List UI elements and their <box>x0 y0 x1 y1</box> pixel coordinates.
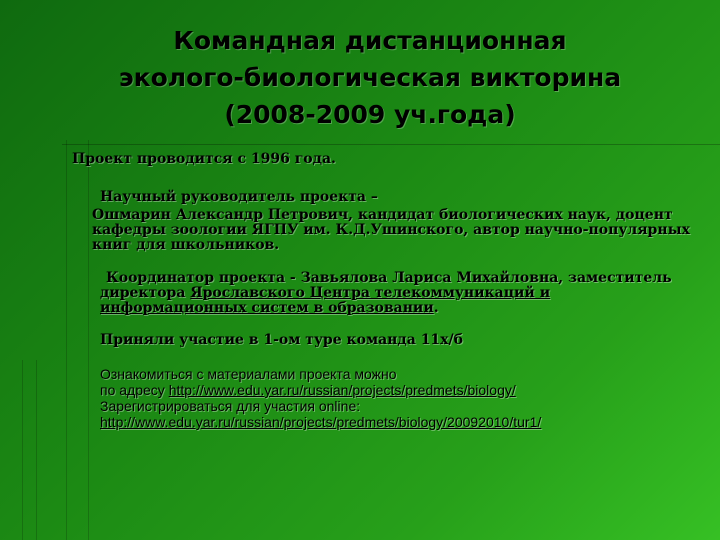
project-since-label: Проект проводится с 1996 года. <box>72 151 336 167</box>
supervisor-label: Научный руководитель проекта – <box>100 189 378 205</box>
materials-url-link[interactable]: http://www.edu.yar.ru/russian/projects/predmets/biology/ <box>168 382 516 398</box>
left-vertical-line <box>66 140 67 540</box>
register-url-link[interactable]: http://www.edu.yar.ru/russian/projects/predmets/biology/20092010/tur1/ <box>100 414 542 430</box>
participants-text: Приняли участие в 1-ом туре команда 11х/б <box>100 332 463 348</box>
materials-by-label: по адресу <box>100 382 169 398</box>
register-text: Зарегистрироваться для участия online: <box>100 398 361 414</box>
materials-block <box>100 366 710 430</box>
coordinator-text: Координатор проекта - Завьялова Лариса Михайловна, заместитель директора <box>100 270 672 301</box>
supervisor-text: Ошмарин Александр Петрович, кандидат биологических наук, доцент кафедры зоологии ЯГПУ им. К.Д.Ушинского, автор научно-популярных книг для школьников. <box>92 207 690 253</box>
materials-address-line <box>100 382 710 398</box>
coordinator-block <box>100 271 696 316</box>
participants-text-block <box>100 333 700 348</box>
title-line-2: эколого-биологическая викторина <box>118 63 622 92</box>
coordinator-org-link[interactable]: Ярославского Центра телекоммуникаций и информационных систем в образовании <box>100 285 551 316</box>
supervisor-block <box>92 208 692 253</box>
supervisor-heading <box>100 190 660 205</box>
top-divider-line <box>62 144 720 145</box>
title-line-3: (2008-2009 уч.года) <box>224 100 516 129</box>
left-vertical-line-2 <box>88 140 89 540</box>
register-url-line <box>100 414 710 430</box>
left-vertical-line-3 <box>22 360 23 540</box>
materials-prefix: Ознакомиться с материалами проекта можно <box>100 366 397 382</box>
coordinator-dot: . <box>433 300 439 316</box>
project-since-text <box>72 152 692 167</box>
slide-title <box>40 22 700 133</box>
left-vertical-line-4 <box>36 360 37 540</box>
title-line-1: Командная дистанционная <box>173 26 567 55</box>
